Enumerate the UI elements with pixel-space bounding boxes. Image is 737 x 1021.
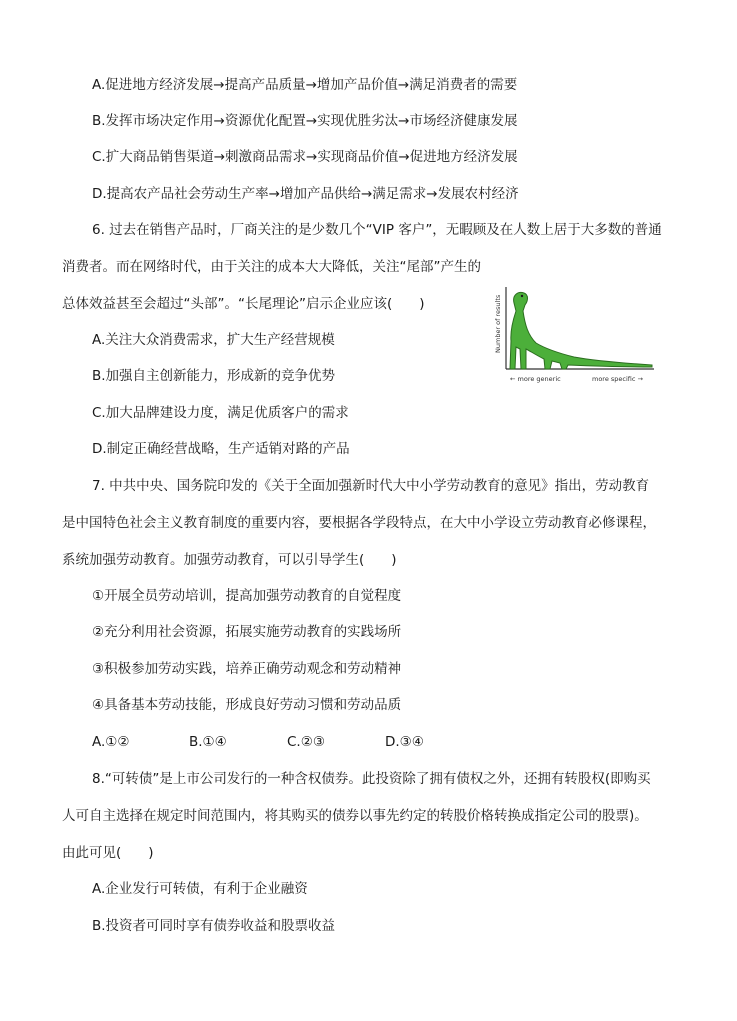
dinosaur-eye (521, 295, 523, 297)
q6-stem-line1: 6. 过去在销售产品时，厂商关注的是少数几个“VIP 客户”，无暇顾及在人数上居于大多数的普通 (92, 222, 662, 238)
dinosaur-shape (510, 292, 652, 369)
q7-option-b: B.①④ (189, 734, 227, 750)
q8-stem-line3: 由此可见( ) (62, 845, 154, 861)
q6-option-d: D.制定正确经营战略，生产适销对路的产品 (92, 441, 350, 457)
q7-options-row (92, 732, 452, 752)
q7-item-1: ①开展全员劳动培训，提高加强劳动教育的自觉程度 (92, 588, 402, 604)
q8-stem-line1: 8.“可转债”是上市公司发行的一种含权债券。此投资除了拥有债权之外，还拥有转股权(即购买 (92, 771, 651, 787)
q7-item-2: ②充分利用社会资源，拓展实施劳动教育的实践场所 (92, 624, 402, 640)
q7-option-a: A.①② (92, 734, 130, 750)
q6-stem-line3: 总体效益甚至会超过“头部”。“长尾理论”启示企业应该( ) (62, 296, 425, 312)
q5-option-a: A.促进地方经济发展→提高产品质量→增加产品价值→满足消费者的需要 (92, 77, 518, 93)
q6-option-b: B.加强自主创新能力，形成新的竞争优势 (92, 368, 336, 384)
q5-option-b: B.发挥市场决定作用→资源优化配置→实现优胜劣汰→市场经济健康发展 (92, 113, 518, 129)
q8-option-b: B.投资者可同时享有债券收益和股票收益 (92, 918, 336, 934)
q7-item-3: ③积极参加劳动实践，培养正确劳动观念和劳动精神 (92, 661, 402, 677)
q7-stem-line1: 7. 中共中央、国务院印发的《关于全面加强新时代大中小学劳动教育的意见》指出，劳动教育 (92, 478, 650, 494)
q7-option-c: C.②③ (287, 734, 325, 750)
q6-option-c: C.加大品牌建设力度，满足优质客户的需求 (92, 405, 349, 421)
q6-stem-line2: 消费者。而在网络时代，由于关注的成本大大降低，关注“尾部”产生的 (62, 259, 481, 275)
long-tail-figure (492, 283, 660, 389)
x-axis-label-right: more specific → (592, 375, 643, 383)
q5-option-d: D.提高农产品社会劳动生产率→增加产品供给→满足需求→发展农村经济 (92, 186, 519, 202)
q8-stem-line2: 人可自主选择在规定时间范围内，将其购买的债券以事先约定的转股价格转换成指定公司的股票)。 (62, 808, 648, 824)
q5-option-c: C.扩大商品销售渠道→刺激商品需求→实现商品价值→促进地方经济发展 (92, 149, 518, 165)
q8-option-a: A.企业发行可转债，有利于企业融资 (92, 881, 308, 897)
long-tail-dinosaur-illustration (492, 283, 660, 389)
y-axis-label: Number of results (494, 294, 502, 353)
x-axis-label-left: ← more generic (510, 375, 561, 383)
q7-stem-line3: 系统加强劳动教育。加强劳动教育，可以引导学生( ) (62, 552, 397, 568)
q7-option-d: D.③④ (385, 734, 424, 750)
q6-option-a: A.关注大众消费需求，扩大生产经营规模 (92, 332, 335, 348)
q7-stem-line2: 是中国特色社会主义教育制度的重要内容，要根据各学段特点，在大中小学设立劳动教育必修课程， (62, 515, 656, 531)
q7-item-4: ④具备基本劳动技能，形成良好劳动习惯和劳动品质 (92, 697, 402, 713)
